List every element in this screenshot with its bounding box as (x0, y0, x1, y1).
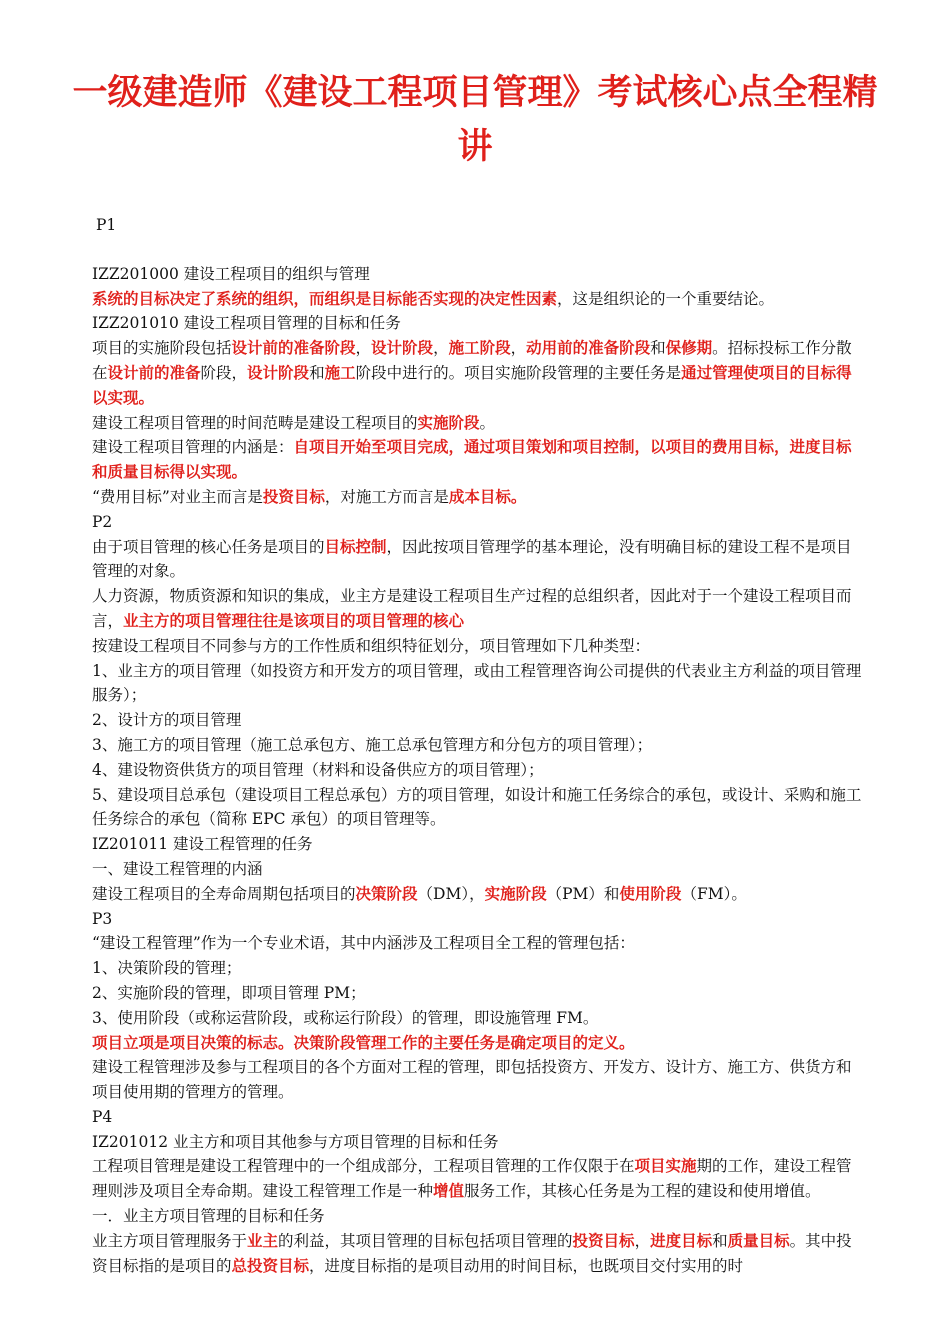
text-run: P2 (92, 512, 113, 531)
highlighted-text: 使用阶段 (619, 883, 682, 903)
highlighted-text: 设计前的准备 (107, 362, 201, 382)
text-run: 1、决策阶段的管理； (92, 959, 242, 978)
text-run: （PM）和 (546, 884, 620, 903)
text-run: （FM）。 (681, 884, 747, 903)
text-run: ， (634, 1231, 651, 1250)
paragraph (92, 411, 862, 436)
highlighted-text: 决策阶段 (355, 883, 418, 903)
paragraph (92, 758, 862, 783)
text-run: 2、实施阶段的管理，即项目管理 PM； (92, 983, 366, 1002)
paragraph (92, 708, 862, 733)
paragraph (92, 1130, 862, 1155)
text-run: 3、施工方的项目管理（施工总承包方、施工总承包管理方和分包方的项目管理）； (92, 735, 653, 754)
text-run: 。 (479, 413, 496, 432)
text-run: 和 (309, 363, 325, 382)
text-run: 2、设计方的项目管理 (92, 711, 242, 730)
highlighted-text: 业主 (247, 1230, 279, 1250)
text-run: 建设工程项目管理的时间范畴是建设工程项目的 (92, 413, 418, 432)
highlighted-text: 成本目标。 (448, 486, 527, 506)
text-run: P1 (96, 216, 117, 234)
text-run: 建设工程管理涉及参与工程项目的各个方面对工程的管理，即包括投资方、开发方、设计方、施工方、供货方和项目使用期的管理方的管理。 (92, 1058, 852, 1102)
highlighted-text: 保修期 (665, 338, 713, 358)
text-run: 服务工作，其核心任务是为工程的建设和使用增值。 (464, 1182, 821, 1201)
text-run: 阶段， (200, 363, 248, 382)
document-body (92, 213, 862, 1278)
document-title: 一级建造师《建设工程项目管理》考试核心点全程精讲 (72, 73, 878, 167)
text-run: 3、使用阶段（或称运营阶段，或称运行阶段）的管理，即设施管理 FM。 (92, 1008, 599, 1027)
paragraph (92, 262, 862, 287)
text-run: 阶段中进行的。项目实施阶段管理的主要任务是 (355, 363, 682, 382)
text-run: ，进度目标指的是项目动用的时间目标，也既项目交付实用的时 (309, 1256, 744, 1275)
highlighted-text: 通过管理使项目的目标得以实现。 (92, 362, 852, 407)
paragraph (92, 981, 862, 1006)
text-run: 和 (712, 1231, 728, 1250)
paragraph (92, 956, 862, 981)
text-run: 1、业主方的项目管理（如投资方和开发方的项目管理，或由工程管理咨询公司提供的代表业主方利益的项目管理服务）； (92, 661, 862, 705)
text-run: 人力资源，物质资源和知识的集成，业主方是建设工程项目生产过程的总组织者，因此对于一个建设工程项目而言， (92, 587, 852, 630)
paragraph (92, 857, 862, 882)
paragraph (92, 931, 862, 956)
text-run: “建设工程管理”作为一个专业术语，其中内涵涉及工程项目全工程的管理包括： (92, 934, 635, 953)
highlighted-text: 增值 (433, 1181, 465, 1201)
blank-line (92, 238, 862, 262)
highlighted-text: 自项目开始至项目完成，通过项目策划和项目控制，以项目的费用目标，进度目标和质量目标得以实现。 (92, 437, 852, 482)
text-run: ，这是组织论的一个重要结论。 (557, 289, 775, 308)
text-run: 业主方项目管理服务于 (92, 1231, 248, 1250)
text-run: P3 (92, 909, 113, 928)
paragraph (92, 535, 862, 585)
text-run: 和 (650, 339, 666, 358)
highlighted-text: 设计阶段 (247, 362, 310, 382)
highlighted-text: 目标控制 (324, 536, 387, 556)
paragraph (92, 584, 862, 634)
paragraph (92, 1006, 862, 1031)
text-run: ， (355, 339, 372, 358)
highlighted-text: 施工阶段 (448, 338, 511, 358)
text-run: P4 (92, 1107, 113, 1126)
highlighted-text: 设计阶段 (371, 338, 434, 358)
paragraph (92, 1229, 862, 1279)
paragraph (92, 435, 862, 485)
text-run: 。其中投资目标指的是项目的 (92, 1231, 852, 1275)
text-run: 一、建设工程管理的内涵 (92, 859, 263, 878)
paragraph (92, 882, 862, 907)
text-run: 建设工程项目的全寿命周期包括项目的 (92, 884, 356, 903)
text-run: IZZ201000 建设工程项目的组织与管理 (92, 264, 370, 283)
text-run: 的利益，其项目管理的目标包括项目管理的 (278, 1231, 573, 1250)
paragraph (92, 336, 862, 410)
highlighted-text: 项目实施 (634, 1156, 697, 1176)
text-run: “费用目标”对业主而言是 (92, 487, 263, 506)
paragraph (92, 287, 862, 312)
paragraph (92, 832, 862, 857)
highlighted-text: 质量目标 (727, 1230, 790, 1250)
text-run: 项目的实施阶段包括 (92, 339, 232, 358)
page-marker (92, 213, 862, 238)
text-run: IZ201011 建设工程管理的任务 (92, 835, 313, 854)
highlighted-text: 进度目标 (650, 1230, 713, 1250)
page-marker (92, 907, 862, 932)
text-run: ， (510, 339, 527, 358)
text-run: 工程项目管理是建设工程管理中的一个组成部分，工程项目管理的工作仅限于在 (92, 1157, 635, 1176)
highlighted-text: 投资目标 (262, 486, 325, 506)
highlighted-text: 动用前的准备阶段 (526, 338, 651, 358)
text-run: （DM）， (417, 884, 485, 903)
text-run: 按建设工程项目不同参与方的工作性质和组织特征划分，项目管理如下几种类型： (92, 636, 651, 655)
text-run: 一．业主方项目管理的目标和任务 (92, 1207, 325, 1226)
text-run: 5、建设项目总承包（建设项目工程总承包）方的项目管理，如设计和施工任务综合的承包，或设计、采购和施工任务综合的承包（简称 EPC 承包）的项目管理等。 (92, 785, 862, 829)
paragraph (92, 783, 862, 833)
text-run: 4、建设物资供货方的项目管理（材料和设备供应方的项目管理）； (92, 760, 544, 779)
paragraph (92, 1154, 862, 1204)
paragraph (92, 311, 862, 336)
highlighted-text: 实施阶段 (417, 412, 480, 432)
highlighted-text: 系统的目标决定了系统的组织，而组织是目标能否实现的决定性因素 (92, 288, 558, 308)
highlighted-text: 设计前的准备阶段 (231, 338, 356, 358)
text-run: IZ201012 业主方和项目其他参与方项目管理的目标和任务 (92, 1132, 499, 1151)
text-run: 由于项目管理的核心任务是项目的 (92, 537, 325, 556)
page-marker (92, 1105, 862, 1130)
highlighted-text: 项目立项是项目决策的标志。决策阶段管理工作的主要任务是确定项目的定义。 (92, 1032, 635, 1052)
paragraph (92, 485, 862, 510)
text-run: 期的工作，建设工程管理则涉及项目全寿命期。建设工程管理工作是一种 (92, 1157, 852, 1201)
paragraph (92, 659, 862, 709)
page-marker (92, 510, 862, 535)
highlighted-text: 投资目标 (572, 1230, 635, 1250)
paragraph (92, 1055, 862, 1105)
highlighted-text: 实施阶段 (484, 883, 547, 903)
paragraph (92, 733, 862, 758)
text-run: ， (433, 339, 449, 358)
highlighted-text: 施工 (324, 362, 356, 382)
paragraph (92, 1204, 862, 1229)
paragraph (92, 1031, 862, 1056)
text-run: ，对施工方而言是 (324, 487, 449, 506)
highlighted-text: 业主方的项目管理往往是该项目的项目管理的核心 (123, 610, 465, 630)
paragraph (92, 634, 862, 659)
text-run: IZZ201010 建设工程项目管理的目标和任务 (92, 314, 401, 333)
text-run: ，因此按项目管理学的基本理论，没有明确目标的建设工程不是项目管理的对象。 (92, 537, 852, 581)
text-run: 建设工程项目管理的内涵是： (92, 438, 294, 457)
highlighted-text: 总投资目标 (231, 1255, 310, 1275)
text-run: 。招标投标工作分散在 (92, 339, 852, 382)
